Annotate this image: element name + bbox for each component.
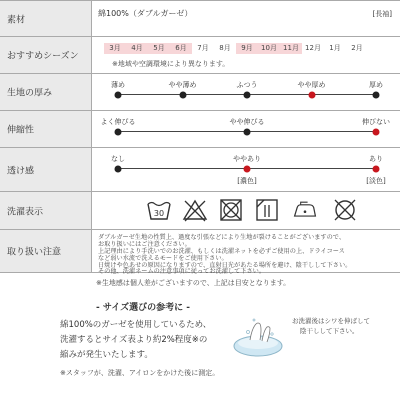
no-bleach-icon	[182, 198, 208, 222]
thickness-cell	[92, 74, 400, 110]
thickness-label-cell	[0, 74, 92, 110]
handling-row	[0, 230, 400, 273]
wash-row	[0, 192, 400, 230]
stretch-row	[0, 111, 400, 148]
stretch-label-cell	[0, 111, 92, 147]
washing-basin-icon	[230, 310, 286, 366]
svg-text:30: 30	[153, 209, 165, 218]
wash-cell	[92, 192, 400, 229]
handling-line: お取り扱いにはご注意ください。	[98, 241, 191, 248]
thickness-scale-dot	[308, 91, 315, 98]
stretch-scale-dot	[373, 128, 380, 135]
material-label-cell	[0, 1, 92, 36]
season-note: ※地域や空調環境により異なります。	[112, 60, 230, 68]
material-label: 素材	[7, 15, 26, 25]
season-month: 7月	[197, 44, 209, 52]
illustration-caption-line: 陰干しして下さい。	[300, 327, 359, 335]
sheer-scale-dot	[373, 165, 380, 172]
season-month: 12月	[305, 44, 321, 52]
handling-line: その他、洗濯ネームの注意事項に従ってお洗濯して下さい。	[98, 268, 266, 275]
stretch-scale-label: やや伸びる	[229, 118, 265, 126]
stretch-cell	[92, 111, 400, 147]
stretch-scale-dot	[244, 128, 251, 135]
sheer-scale-dot	[115, 165, 122, 172]
material-sleeve: [長袖]	[372, 10, 392, 18]
thickness-scale-label: やや厚め	[297, 81, 326, 89]
sheer-sub-label: [濃色]	[237, 177, 257, 185]
handling-label: 取り扱い注意	[7, 247, 62, 258]
thickness-scale-label: 厚め	[369, 81, 383, 89]
thickness-scale-dot	[115, 91, 122, 98]
wash-label: 洗濯表示	[7, 207, 44, 217]
stretch-scale-label: 伸びない	[362, 118, 390, 126]
iron-low-icon	[292, 198, 318, 222]
size-guide-title: - サイズ選びの参考に -	[96, 303, 191, 313]
season-month: 9月	[236, 43, 258, 54]
handling-cell	[92, 230, 400, 275]
thickness-scale-dot	[179, 91, 186, 98]
stretch-scale-dot	[115, 128, 122, 135]
handling-line: 日焼けや色あせの原因になりますので、直射日光があたる場所を避け、陰干しして下さい。	[98, 262, 352, 269]
size-guide-line: 縮みが発生いたします。	[60, 350, 153, 360]
stretch-scale-label: よく伸びる	[100, 118, 136, 126]
sheer-scale-label: あり	[369, 155, 383, 163]
stretch-label: 伸縮性	[7, 125, 35, 136]
thickness-scale-dot	[244, 91, 251, 98]
handling-label-cell	[0, 230, 92, 272]
sheer-scale-label: なし	[111, 155, 125, 163]
size-guide-section	[0, 282, 400, 400]
season-month: 3月	[104, 43, 126, 54]
thickness-label: 生地の厚み	[7, 88, 53, 99]
season-month: 1月	[329, 44, 341, 52]
size-guide-line: 洗濯するとサイズ表より約2%程度※の	[60, 335, 208, 345]
handling-line: 上記理由により手洗いでのお洗濯、もしくは洗濯ネットを必ずご使用の上、ドライコース	[98, 248, 345, 255]
season-month: 11月	[280, 43, 302, 54]
sheer-row	[0, 148, 400, 192]
wash-30-icon	[146, 198, 172, 222]
material-cell	[92, 1, 400, 36]
no-dry-clean-icon	[332, 198, 358, 222]
illustration-caption-line: お洗濯後はシワを伸ばして	[292, 317, 370, 325]
material-row	[0, 0, 400, 37]
season-month: 4月	[126, 43, 148, 54]
no-tumble-dry-icon	[218, 198, 244, 222]
sheer-cell	[92, 148, 400, 191]
handling-line: など弱い水流で洗えるモードをご使用下さい。	[98, 255, 228, 262]
season-month: 2月	[351, 44, 363, 52]
handling-line: ダブルガーゼ生地の性質上、過度な引張などにより生地が裂けることがございますので、	[98, 234, 346, 241]
thickness-scale-dot	[373, 91, 380, 98]
season-label-cell	[0, 37, 92, 73]
season-month: 10月	[258, 43, 280, 54]
size-guide-line: 綿100%のガーゼを使用しているため、	[60, 320, 212, 330]
thickness-scale-label: ふつう	[236, 81, 258, 89]
material-value: 綿100%（ダブルガーゼ）	[98, 9, 193, 18]
footnote: ※生地感は個人差がございますので、上記は目安となります。	[96, 279, 291, 287]
wash-label-cell	[0, 192, 92, 229]
sheer-scale-dot	[244, 165, 251, 172]
season-month: 8月	[219, 44, 231, 52]
season-month: 5月	[148, 43, 170, 54]
thickness-scale-label: やや薄め	[168, 81, 197, 89]
season-label: おすすめシーズン	[7, 51, 79, 62]
season-cell	[92, 37, 400, 73]
thickness-scale-label: 薄め	[111, 81, 125, 89]
season-month: 6月	[170, 43, 192, 54]
sheer-label-cell	[0, 148, 92, 191]
sheer-sub-label: [淡色]	[366, 177, 386, 185]
season-row	[0, 37, 400, 74]
sheer-label: 透け感	[7, 166, 35, 176]
sheer-scale-label: ややあり	[233, 155, 261, 163]
size-guide-note: ※スタッフが、洗濯、アイロンをかけた後に測定。	[60, 369, 220, 377]
line-dry-shade-icon	[254, 198, 280, 222]
thickness-row	[0, 74, 400, 111]
